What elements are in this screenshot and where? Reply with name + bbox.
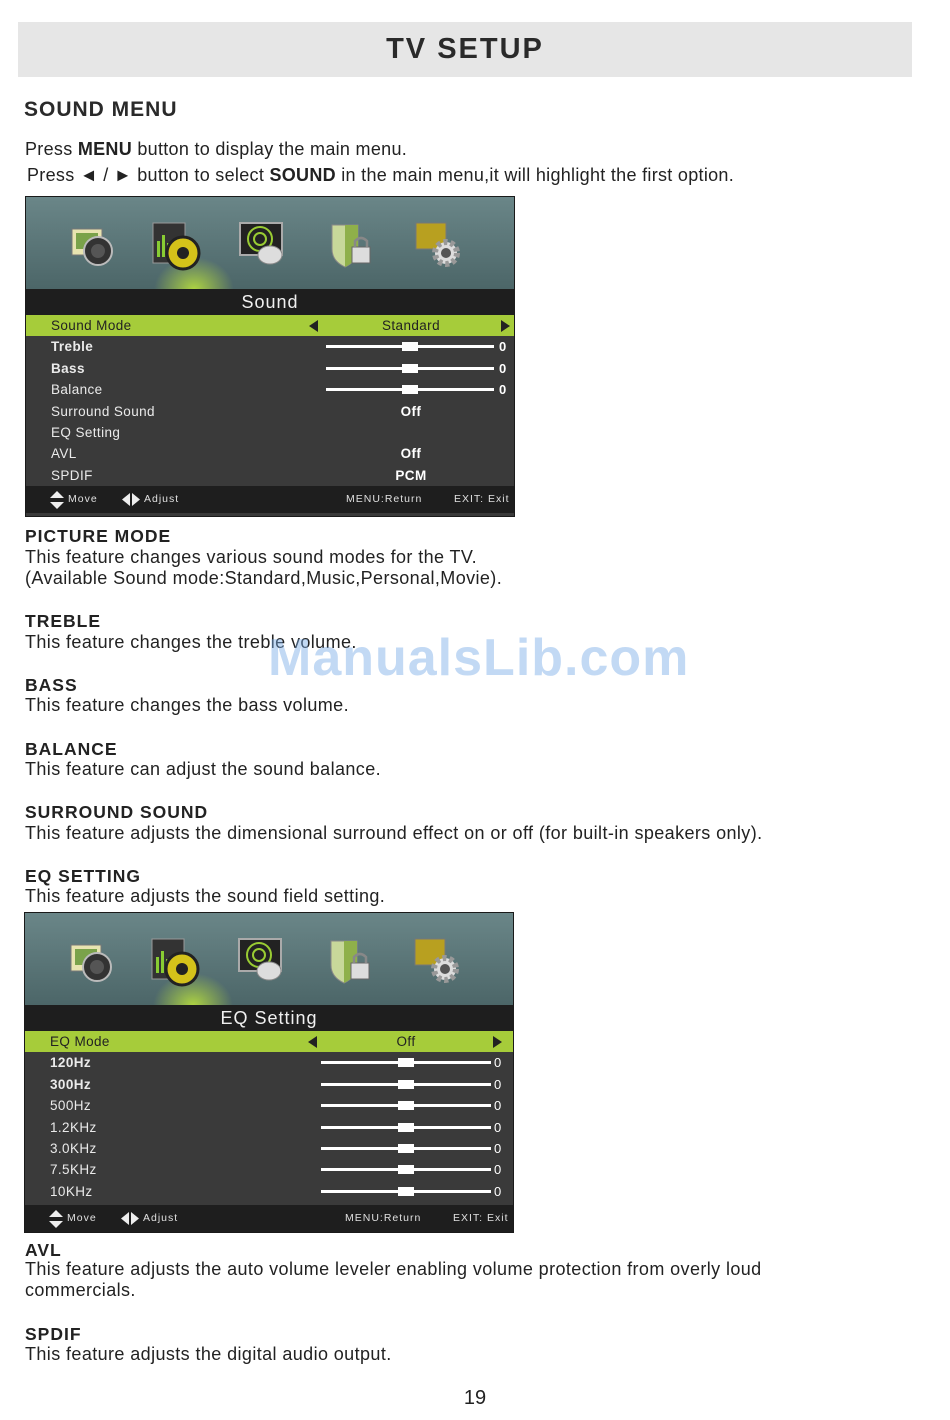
menu-title: Sound — [26, 289, 514, 315]
lock-icon[interactable] — [328, 221, 378, 271]
eq-band-value: 0 — [494, 1140, 502, 1156]
sound-slider-row[interactable] — [26, 336, 514, 357]
eq-band-row[interactable] — [25, 1159, 513, 1180]
sound-option-value: Off — [400, 446, 422, 462]
eq-band-label: 300Hz — [50, 1076, 92, 1092]
osd-footer — [26, 486, 514, 513]
intro-text: in the main menu,it will highlight the first option. — [335, 165, 735, 185]
sound-key-label: SOUND — [269, 165, 336, 185]
feature-heading: PICTURE MODE — [25, 526, 172, 546]
eq-band-slider[interactable] — [321, 1061, 491, 1064]
feature-text: This feature can adjust the sound balance. — [25, 759, 382, 779]
sound-mode-label: Sound Mode — [51, 318, 132, 333]
menu-icon-bar — [26, 197, 514, 289]
sound-option-label: Surround Sound — [51, 403, 155, 419]
intro-text: Press ◄ / ► button to select — [27, 165, 270, 185]
slider-knob[interactable] — [398, 1058, 414, 1067]
footer-adjust: Adjust — [144, 493, 180, 506]
page-title: TV SETUP — [386, 33, 544, 65]
right-arrow-icon[interactable] — [501, 320, 510, 332]
slider-knob[interactable] — [398, 1080, 414, 1089]
feature-heading: AVL — [25, 1240, 62, 1260]
up-down-arrow-icon — [50, 491, 64, 509]
sound-slider-label: Balance — [51, 382, 103, 398]
lock-icon[interactable] — [327, 937, 377, 987]
eq-band-value: 0 — [494, 1119, 502, 1135]
sound-mode-value: Standard — [382, 318, 440, 333]
slider-knob[interactable] — [398, 1165, 414, 1174]
slider-knob[interactable] — [398, 1187, 414, 1196]
sound-option-row[interactable] — [26, 465, 514, 486]
left-right-arrow-icon — [121, 1212, 139, 1225]
feature-text: This feature changes the treble volume. — [25, 632, 357, 652]
slider-knob[interactable] — [402, 364, 418, 373]
feature-heading: SURROUND SOUND — [25, 802, 209, 822]
sound-slider-value: 0 — [499, 382, 507, 398]
watermark: ManualsLib.com — [268, 629, 690, 687]
setup-icon[interactable] — [413, 937, 463, 987]
section-title: SOUND MENU — [24, 98, 178, 121]
eq-band-row[interactable] — [25, 1117, 513, 1138]
intro-text: Press — [25, 139, 78, 159]
eq-setting-screen — [24, 912, 514, 1233]
sound-menu-screen — [25, 196, 515, 517]
feature-text: This feature changes various sound modes for the TV. — [25, 547, 478, 567]
eq-band-row[interactable] — [25, 1138, 513, 1159]
feature-heading: TREBLE — [25, 611, 101, 631]
picture-icon[interactable] — [68, 221, 118, 271]
sound-slider-row[interactable] — [26, 379, 514, 400]
sound-slider-value: 0 — [499, 339, 507, 355]
menu-key-label: MENU — [77, 139, 133, 159]
channel-icon[interactable] — [238, 221, 288, 271]
left-arrow-icon[interactable] — [309, 320, 318, 332]
sound-option-label: EQ Setting — [51, 424, 121, 440]
sound-slider-row[interactable] — [26, 358, 514, 379]
footer-adjust: Adjust — [143, 1212, 179, 1224]
sound-icon[interactable] — [150, 937, 200, 987]
eq-band-value: 0 — [494, 1098, 502, 1114]
sound-option-row[interactable] — [26, 401, 514, 422]
left-arrow-icon[interactable] — [308, 1036, 317, 1048]
sound-slider-slider[interactable] — [326, 345, 494, 348]
page-header — [18, 22, 912, 77]
eq-band-row[interactable] — [25, 1095, 513, 1116]
eq-band-label: 500Hz — [50, 1098, 92, 1114]
eq-band-row[interactable] — [25, 1181, 513, 1202]
osd-footer — [25, 1205, 513, 1232]
intro-text: button to display the main menu. — [132, 139, 408, 159]
feature-heading: SPDIF — [25, 1324, 82, 1344]
eq-band-slider[interactable] — [321, 1083, 491, 1086]
sound-slider-value: 0 — [499, 360, 507, 376]
menu-title: EQ Setting — [25, 1005, 513, 1031]
right-arrow-icon[interactable] — [493, 1036, 502, 1048]
eq-band-slider[interactable] — [321, 1168, 491, 1171]
eq-band-slider[interactable] — [321, 1190, 491, 1193]
slider-knob[interactable] — [402, 342, 418, 351]
intro-line-2 — [27, 165, 734, 186]
feature-text: This feature changes the bass volume. — [25, 695, 349, 715]
eq-band-label: 7.5KHz — [50, 1162, 97, 1178]
sound-option-label: AVL — [51, 446, 77, 462]
feature-heading: BASS — [25, 675, 78, 695]
feature-heading: EQ SETTING — [25, 866, 141, 886]
footer-move: Move — [68, 493, 98, 506]
eq-band-slider[interactable] — [321, 1104, 491, 1107]
eq-band-value: 0 — [494, 1055, 502, 1071]
sound-option-value: PCM — [395, 467, 427, 483]
channel-icon[interactable] — [237, 937, 287, 987]
eq-band-row[interactable] — [25, 1052, 513, 1073]
eq-mode-label: EQ Mode — [50, 1034, 110, 1049]
sound-option-value: Off — [400, 403, 422, 419]
eq-band-value: 0 — [494, 1162, 502, 1178]
sound-slider-label: Bass — [51, 360, 85, 376]
footer-move: Move — [67, 1212, 97, 1224]
eq-band-label: 1.2KHz — [50, 1119, 97, 1135]
slider-knob[interactable] — [398, 1144, 414, 1153]
eq-band-label: 120Hz — [50, 1055, 92, 1071]
feature-text: This feature adjusts the auto volume leveler enabling volume protection from overly loud — [25, 1259, 762, 1279]
eq-band-slider[interactable] — [321, 1147, 491, 1150]
eq-band-value: 0 — [494, 1076, 502, 1092]
menu-icon-bar — [25, 913, 513, 1005]
picture-icon[interactable] — [67, 937, 117, 987]
eq-band-slider[interactable] — [321, 1126, 491, 1129]
feature-text: This feature adjusts the sound field setting. — [25, 886, 386, 906]
feature-heading: BALANCE — [25, 739, 118, 759]
slider-knob[interactable] — [398, 1123, 414, 1132]
slider-knob[interactable] — [398, 1101, 414, 1110]
feature-text: This feature adjusts the dimensional surround effect on or off (for built-in speakers only). — [25, 823, 763, 843]
up-down-arrow-icon — [49, 1210, 63, 1228]
sound-slider-label: Treble — [51, 339, 94, 355]
eq-band-label: 10KHz — [50, 1183, 93, 1199]
slider-knob[interactable] — [402, 385, 418, 394]
footer-exit: EXIT: Exit — [454, 493, 510, 506]
sound-icon[interactable] — [151, 221, 201, 271]
sound-mode-row[interactable] — [26, 315, 514, 336]
sound-option-row[interactable] — [26, 443, 514, 464]
footer-menu-return: MENU:Return — [346, 493, 423, 506]
feature-text: This feature adjusts the digital audio output. — [25, 1344, 392, 1364]
eq-mode-value: Off — [396, 1034, 416, 1049]
feature-text: (Available Sound mode:Standard,Music,Personal,Movie). — [25, 568, 503, 588]
setup-icon[interactable] — [414, 221, 464, 271]
sound-slider-slider[interactable] — [326, 367, 494, 370]
sound-option-row[interactable] — [26, 422, 514, 443]
intro-line-1 — [25, 139, 407, 160]
left-right-arrow-icon — [122, 493, 140, 506]
sound-slider-slider[interactable] — [326, 388, 494, 391]
feature-text: commercials. — [25, 1280, 136, 1300]
sound-option-label: SPDIF — [51, 467, 93, 483]
eq-band-label: 3.0KHz — [50, 1140, 97, 1156]
page-number: 19 — [463, 1387, 487, 1409]
footer-exit: EXIT: Exit — [453, 1212, 509, 1224]
eq-band-value: 0 — [494, 1183, 502, 1199]
eq-band-row[interactable] — [25, 1074, 513, 1095]
eq-mode-row[interactable] — [25, 1031, 513, 1052]
footer-menu-return: MENU:Return — [345, 1212, 422, 1224]
